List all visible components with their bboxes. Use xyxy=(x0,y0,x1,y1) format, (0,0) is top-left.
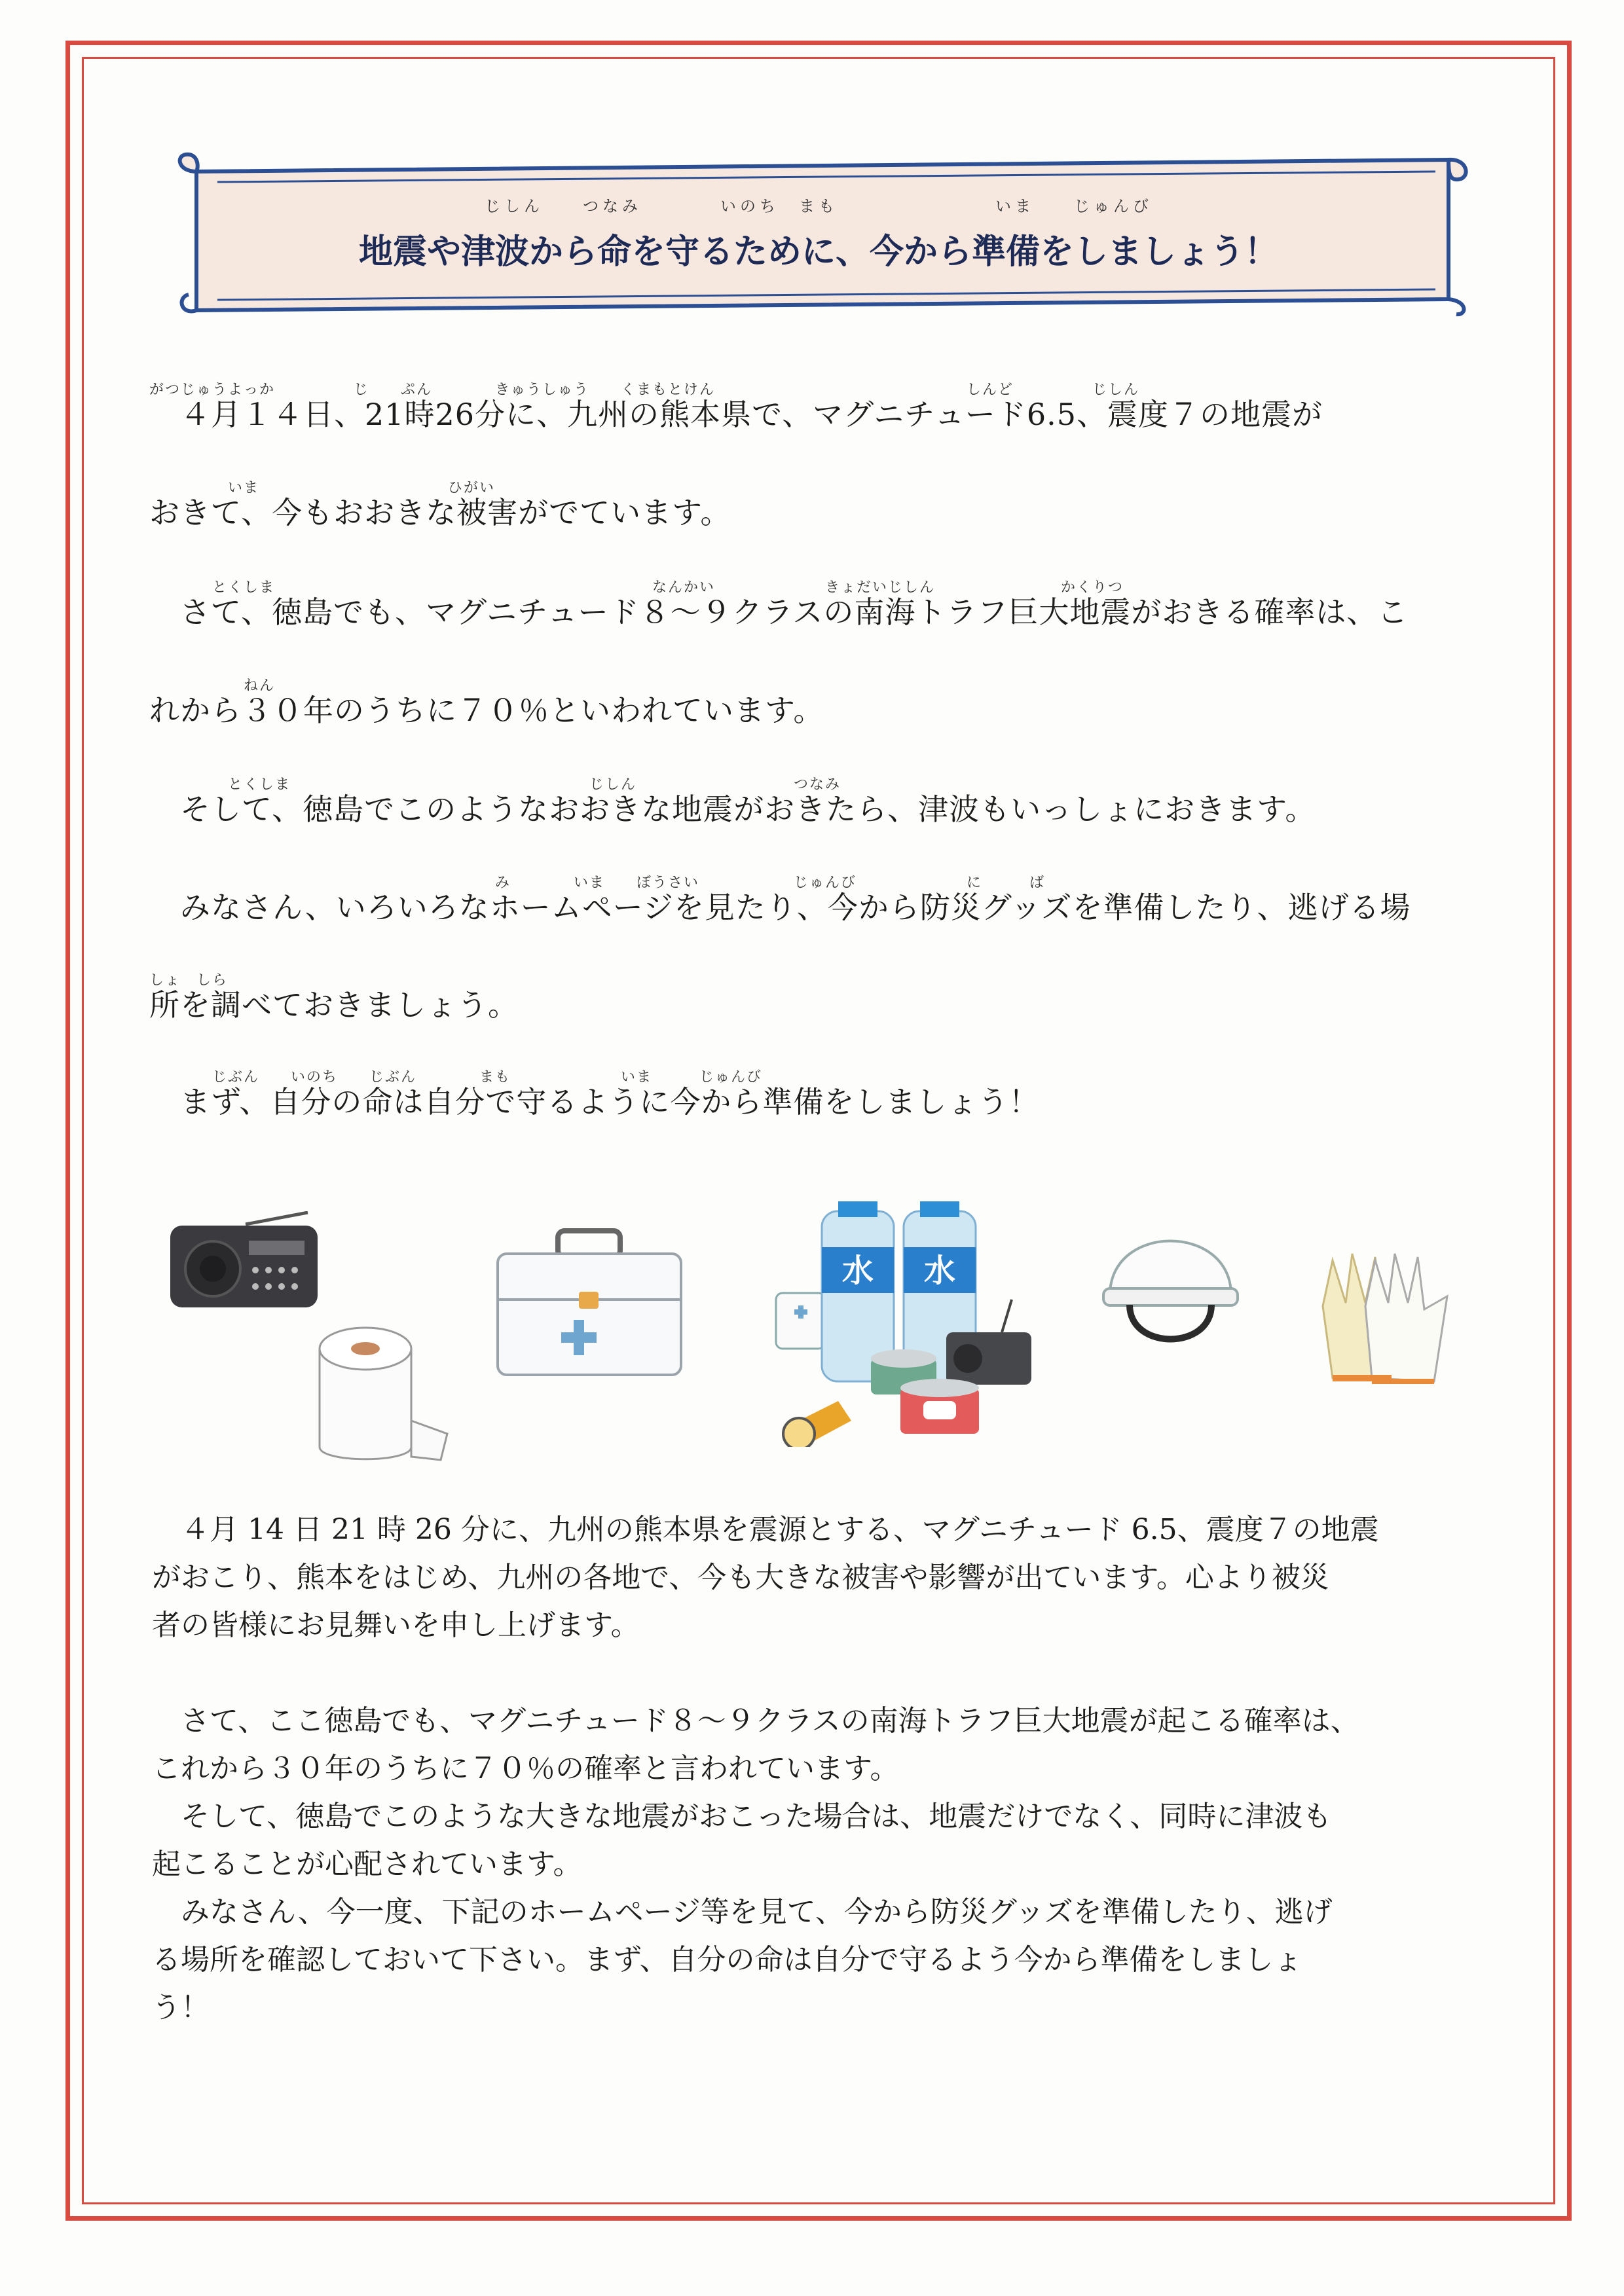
para2-line-7: そして、徳島でこのような大きな地震がおこった場合は、地震だけでなく、同時に津波も xyxy=(152,1800,1332,1833)
furigana-8: じぶん いのち じぶん まも いま じゅんび xyxy=(149,1069,763,1085)
para2-line-6: これから３０年のうちに７０％の確率と言われています。 xyxy=(152,1752,899,1785)
text-line-1: ４月１４日、21時26分に、九州の熊本県で、マグニチュード6.5、震度７の地震が xyxy=(149,397,1323,432)
para2-line-10: る場所を確認しておいて下さい。まず、自分の命は自分で守るよう今から準備をしましょ xyxy=(152,1943,1302,1977)
para2-line-4 xyxy=(152,1649,1494,1697)
para2-line-8: 起こることが心配されています。 xyxy=(152,1848,582,1881)
para2-line-11: う！ xyxy=(152,1991,210,2024)
work-gloves-icon xyxy=(1310,1247,1467,1391)
furigana-7: しょ しら xyxy=(149,972,229,989)
para2-line-3: 者の皆様にお見舞いを申し上げます。 xyxy=(152,1609,640,1642)
furigana-5: とくしま じしん つなみ xyxy=(149,776,841,793)
water-label-2: 水 xyxy=(923,1252,956,1289)
radio-icon xyxy=(167,1211,324,1309)
furigana-1: がつじゅうよっか じ ぷん きゅうしゅう くまもとけん しんど じしん xyxy=(149,382,1140,398)
para2-line-2: がおこり、熊本をはじめ、九州の各地で、今も大きな被害や影響が出ています。心より被災 xyxy=(152,1561,1329,1594)
emergency-supplies-icon xyxy=(773,1201,1048,1447)
furigana-3: とくしま なんかい きょだいじしん かくりつ xyxy=(149,579,1124,596)
banner-title xyxy=(196,193,1441,291)
helmet-icon xyxy=(1100,1197,1241,1354)
banner-title-text: 地震や津波から命を守るために、今から準備をしましょう！ xyxy=(358,232,1278,272)
furigana-6: み いま ぼうさい じゅんび に ば xyxy=(149,875,1046,891)
line-1 xyxy=(149,382,1492,432)
section-2 xyxy=(152,1506,1494,2032)
furigana-4: ねん xyxy=(149,678,276,694)
text-line-6: みなさん、いろいろなホームページを見たり、今から防災グッズを準備したり、逃げる場 xyxy=(149,890,1411,925)
para2-line-9: みなさん、今一度、下記のホームページ等を見て、今から防災グッズを準備したり、逃げ xyxy=(152,1895,1333,1929)
text-line-7: 所を調べておきましょう。 xyxy=(149,987,519,1023)
first-aid-kit-icon xyxy=(492,1228,686,1378)
text-line-3: さて、徳島でも、マグニチュード８～９クラスの南海トラフ巨大地震がおきる確率は、こ xyxy=(149,594,1409,630)
line-2 xyxy=(149,480,1492,530)
para2-line-1: ４月 14 日 21 時 26 分に、九州の熊本県を震源とする、マグニチュード 6.5、震度７の地震 xyxy=(152,1513,1379,1546)
line-7 xyxy=(149,972,1492,1023)
text-line-4: れから３０年のうちに７０％といわれています。 xyxy=(149,693,824,728)
line-4 xyxy=(149,678,1492,728)
para2-line-5: さて、ここ徳島でも、マグニチュード８～９クラスの南海トラフ巨大地震が起こる確率は、 xyxy=(152,1704,1359,1738)
toilet-paper-icon xyxy=(313,1322,451,1463)
furigana-2: いま ひがい xyxy=(149,480,496,496)
text-line-2: おきて、今もおおきな被害がでています。 xyxy=(149,495,731,530)
line-5 xyxy=(149,776,1492,827)
banner-ruby: じしん つなみ いのち まも いま じゅんび xyxy=(485,197,1153,215)
water-label-1: 水 xyxy=(841,1252,874,1289)
line-3 xyxy=(149,579,1492,630)
text-line-8: まず、自分の命は自分で守るように今から準備をしましょう！ xyxy=(149,1084,1040,1120)
line-8 xyxy=(149,1069,1492,1120)
text-line-5: そして、徳島でこのようなおおきな地震がおきたら、津波もいっしょにおきます。 xyxy=(149,792,1316,827)
line-6 xyxy=(149,875,1492,925)
